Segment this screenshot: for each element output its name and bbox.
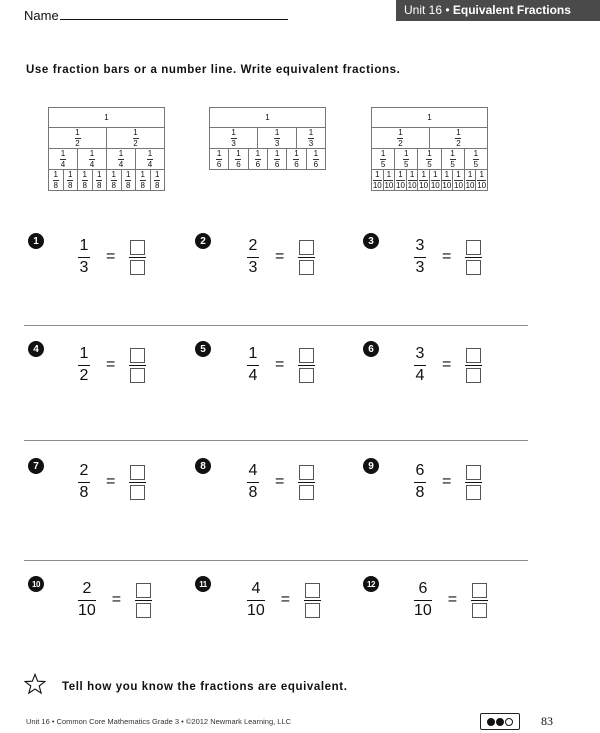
answer-fraction [135, 583, 152, 618]
denominator-answer-box[interactable] [130, 368, 145, 383]
fraction-label: $\frac{1}{8}$ [111, 170, 116, 190]
fraction-bar-line [298, 365, 315, 366]
fraction-bar-line [298, 257, 315, 258]
equivalent-fraction-problem [247, 346, 315, 385]
fraction-bar-row [372, 128, 488, 149]
denominator-answer-box[interactable] [130, 485, 145, 500]
equals-sign: = [442, 356, 452, 374]
equals-sign: = [106, 248, 116, 266]
given-fraction: 2 8 [79, 462, 89, 501]
problem-number-badge: 2 [195, 233, 211, 249]
equals-sign: = [442, 248, 452, 266]
fraction-bar-cell [383, 170, 395, 191]
fraction-label: $\frac{1}{8}$ [97, 170, 102, 190]
fraction-bar-cell [136, 149, 165, 170]
fraction-bar-cell [395, 170, 407, 191]
fraction-label: 1 [427, 113, 432, 122]
fraction-bar-line [129, 482, 146, 483]
fraction-bar-cell [121, 170, 136, 191]
fraction-label: $\frac{1}{6}$ [313, 149, 319, 169]
equals-sign: = [106, 356, 116, 374]
fraction-bar-cell [287, 149, 306, 170]
fraction-label: $\frac{1}{5}$ [404, 149, 409, 169]
fraction-label: $\frac{1}{5}$ [450, 149, 455, 169]
given-fraction: 2 10 [78, 580, 96, 619]
denominator-answer-box[interactable] [299, 260, 314, 275]
fraction-label: $\frac{1}{8}$ [68, 170, 73, 190]
fraction-bar-cell [429, 128, 487, 149]
fraction-bar-cell [476, 170, 488, 191]
denominator-answer-box[interactable] [299, 368, 314, 383]
fraction-label: $\frac{1}{10}$ [442, 170, 452, 190]
fraction-label: 1 [265, 113, 270, 122]
fraction-bar-line [135, 600, 152, 601]
fraction-bar-cell [107, 149, 136, 170]
unit-prefix: Unit 16 • [404, 3, 453, 17]
fraction-label: $\frac{1}{10}$ [454, 170, 463, 190]
filled-dot-icon [487, 718, 495, 726]
fraction-bar-row [49, 108, 165, 128]
given-fraction: 4 8 [248, 462, 258, 501]
given-fraction: 2 3 [248, 237, 258, 276]
fraction-label: $\frac{1}{6}$ [216, 149, 222, 169]
fraction-bar-cell [78, 170, 93, 191]
numerator-answer-box[interactable] [466, 465, 481, 480]
fraction-bar-cell [49, 128, 107, 149]
fraction-bar-cell [229, 149, 248, 170]
equivalent-fraction-problem [414, 463, 482, 502]
fraction-label: $\frac{1}{10}$ [396, 170, 405, 190]
fraction-label: $\frac{1}{4}$ [147, 149, 153, 169]
equivalent-fraction-problem [414, 346, 482, 385]
fraction-bar-line [129, 365, 146, 366]
fraction-bar-cell [78, 149, 107, 170]
fraction-bar-cell [372, 170, 384, 191]
filled-dot-icon [496, 718, 504, 726]
fraction-bar-row [372, 170, 488, 191]
fraction-bar-cell [418, 149, 441, 170]
fraction-label: $\frac{1}{10}$ [465, 170, 475, 190]
numerator-answer-box[interactable] [136, 583, 151, 598]
explain-prompt: Tell how you know the fractions are equivalent. [62, 681, 348, 693]
row-divider [24, 440, 528, 441]
fraction-label: $\frac{1}{6}$ [294, 149, 299, 169]
fraction-label: $\frac{1}{2}$ [75, 128, 80, 148]
fraction-bar-row [210, 128, 326, 149]
denominator-answer-box[interactable] [472, 603, 487, 618]
fraction-bar-row [49, 128, 165, 149]
equivalent-fraction-problem [78, 581, 152, 620]
equivalent-fraction-problem [247, 238, 315, 277]
problem-number-badge: 12 [363, 576, 379, 592]
fraction-label: $\frac{1}{8}$ [126, 170, 131, 190]
fraction-label: $\frac{1}{2}$ [398, 128, 403, 148]
unit-banner [396, 0, 600, 21]
fraction-label: $\frac{1}{2}$ [456, 128, 461, 148]
fraction-bar-line [129, 257, 146, 258]
fraction-label: $\frac{1}{8}$ [140, 170, 145, 190]
fraction-label: $\frac{1}{10}$ [372, 170, 382, 190]
fraction-bar-line [465, 482, 482, 483]
fraction-bar-cell [464, 149, 487, 170]
fraction-label: $\frac{1}{5}$ [427, 149, 432, 169]
equivalent-fraction-problem [78, 346, 146, 385]
answer-fraction [129, 348, 146, 383]
fraction-bar-cell [306, 149, 325, 170]
equivalent-fraction-problem [247, 463, 315, 502]
fraction-label: $\frac{1}{8}$ [53, 170, 58, 190]
fraction-bar-cell [210, 149, 229, 170]
fraction-bar-cell [372, 128, 430, 149]
fraction-bar-cell [107, 170, 122, 191]
fraction-bar-row [49, 149, 165, 170]
equals-sign: = [275, 473, 285, 491]
answer-fraction [298, 465, 315, 500]
given-fraction: 6 8 [415, 462, 425, 501]
fraction-label: $\frac{1}{3}$ [274, 128, 280, 148]
fraction-label: $\frac{1}{5}$ [473, 149, 479, 169]
fraction-bar-cell [136, 170, 151, 191]
answer-fraction [471, 583, 488, 618]
equals-sign: = [447, 591, 458, 609]
problem-number-badge: 5 [195, 341, 211, 357]
fraction-bar-row [372, 149, 488, 170]
footer-credit: Unit 16 • Common Core Mathematics Grade 3 • ©2012 Newmark Learning, LLC [26, 717, 292, 726]
problem-number-badge: 11 [195, 576, 211, 592]
fraction-bar-cell [464, 170, 476, 191]
answer-fraction [465, 348, 482, 383]
unit-title: Equivalent Fractions [452, 3, 571, 17]
fraction-bar-line [471, 600, 488, 601]
denominator-answer-box[interactable] [299, 485, 314, 500]
fraction-label: $\frac{1}{10}$ [407, 170, 417, 190]
answer-fraction [129, 240, 146, 275]
numerator-answer-box[interactable] [299, 465, 314, 480]
fraction-bar-cell [267, 149, 286, 170]
fraction-label: $\frac{1}{4}$ [60, 149, 66, 169]
fraction-label: $\frac{1}{10}$ [419, 170, 429, 190]
equals-sign: = [106, 473, 116, 491]
numerator-answer-box[interactable] [130, 348, 145, 363]
fraction-bar-row [49, 170, 165, 191]
equivalent-fraction-problem [414, 238, 482, 277]
numerator-answer-box[interactable] [305, 583, 320, 598]
row-divider [24, 560, 528, 561]
fraction-bars-tenths [371, 107, 488, 191]
fraction-label: $\frac{1}{6}$ [255, 149, 261, 169]
fraction-bars-eighths [48, 107, 165, 191]
answer-fraction [129, 465, 146, 500]
equals-sign: = [275, 356, 285, 374]
fraction-bar-cell [107, 128, 165, 149]
fraction-bar-line [298, 482, 315, 483]
answer-fraction [304, 583, 321, 618]
fraction-bar-cell [395, 149, 418, 170]
fraction-label: $\frac{1}{10}$ [477, 170, 487, 190]
numerator-answer-box[interactable] [299, 348, 314, 363]
fraction-bar-cell [150, 170, 165, 191]
numerator-answer-box[interactable] [466, 240, 481, 255]
problem-number-badge: 9 [363, 458, 379, 474]
fraction-bar-cell [429, 170, 441, 191]
problem-number-badge: 3 [363, 233, 379, 249]
fraction-label: $\frac{1}{6}$ [274, 149, 280, 169]
star-outline-icon [24, 673, 46, 695]
equivalent-fraction-problem [78, 238, 146, 277]
given-fraction: 1 4 [248, 345, 258, 384]
answer-fraction [298, 240, 315, 275]
fraction-bar-line [465, 257, 482, 258]
numerator-answer-box[interactable] [466, 348, 481, 363]
denominator-answer-box[interactable] [466, 260, 481, 275]
row-divider [24, 325, 528, 326]
numerator-answer-box[interactable] [130, 465, 145, 480]
equivalent-fraction-problem [247, 581, 321, 620]
fraction-label: $\frac{1}{2}$ [133, 128, 138, 148]
problem-number-badge: 6 [363, 341, 379, 357]
fraction-bar-cell [406, 170, 418, 191]
fraction-bar-row [210, 149, 326, 170]
fraction-label: $\frac{1}{4}$ [89, 149, 95, 169]
equals-sign: = [442, 473, 452, 491]
equals-sign: = [280, 591, 291, 609]
problem-number-badge: 10 [28, 576, 44, 592]
fraction-label: $\frac{1}{3}$ [308, 128, 314, 148]
denominator-answer-box[interactable] [466, 368, 481, 383]
fraction-label: $\frac{1}{4}$ [118, 149, 124, 169]
fraction-bar-line [465, 365, 482, 366]
equals-sign: = [111, 591, 122, 609]
answer-fraction [298, 348, 315, 383]
numerator-answer-box[interactable] [130, 240, 145, 255]
answer-fraction [465, 465, 482, 500]
fraction-bar-cell [49, 149, 78, 170]
fraction-bar-cell [258, 128, 297, 149]
fraction-label: $\frac{1}{3}$ [231, 128, 236, 148]
instruction-text: Use fraction bars or a number line. Write equivalent fractions. [26, 64, 401, 76]
given-fraction: 4 10 [247, 580, 265, 619]
fraction-label: $\frac{1}{10}$ [384, 170, 394, 190]
equivalent-fraction-problem [414, 581, 488, 620]
given-fraction: 3 3 [415, 237, 425, 276]
fraction-bar-cell [453, 170, 465, 191]
numerator-answer-box[interactable] [299, 240, 314, 255]
problem-number-badge: 7 [28, 458, 44, 474]
fraction-bar-cell [210, 108, 326, 128]
fraction-bar-row [372, 108, 488, 128]
given-fraction: 1 2 [79, 345, 89, 384]
numerator-answer-box[interactable] [472, 583, 487, 598]
fraction-bar-cell [63, 170, 78, 191]
fraction-bar-row [210, 108, 326, 128]
problem-number-badge: 4 [28, 341, 44, 357]
denominator-answer-box[interactable] [466, 485, 481, 500]
fraction-bar-cell [49, 170, 64, 191]
given-fraction: 6 10 [414, 580, 432, 619]
denominator-answer-box[interactable] [136, 603, 151, 618]
fraction-label: $\frac{1}{8}$ [82, 170, 87, 190]
given-fraction: 1 3 [79, 237, 89, 276]
fraction-bar-cell [210, 128, 258, 149]
fraction-bar-line [304, 600, 321, 601]
answer-fraction [465, 240, 482, 275]
fraction-bar-cell [49, 108, 165, 128]
equivalent-fraction-problem [78, 463, 146, 502]
name-line [60, 19, 288, 20]
problem-number-badge: 1 [28, 233, 44, 249]
fraction-label: $\frac{1}{8}$ [155, 170, 160, 190]
fraction-label: 1 [104, 113, 109, 122]
fraction-bar-cell [372, 149, 395, 170]
fraction-label: $\frac{1}{6}$ [236, 149, 241, 169]
fraction-bar-cell [92, 170, 107, 191]
fraction-bar-cell [418, 170, 430, 191]
fraction-bar-cell [248, 149, 267, 170]
equals-sign: = [275, 248, 285, 266]
given-fraction: 3 4 [415, 345, 425, 384]
page-number: 83 [541, 714, 553, 728]
fraction-bar-cell [372, 108, 488, 128]
fraction-bar-cell [296, 128, 325, 149]
denominator-answer-box[interactable] [130, 260, 145, 275]
fraction-bar-cell [441, 170, 453, 191]
name-label: Name [24, 8, 59, 23]
denominator-answer-box[interactable] [305, 603, 320, 618]
empty-dot-icon [505, 718, 513, 726]
fraction-bars-sixths [209, 107, 326, 170]
fraction-bar-cell [441, 149, 464, 170]
fraction-label: $\frac{1}{5}$ [380, 149, 386, 169]
difficulty-dots-icon [480, 713, 520, 730]
problem-number-badge: 8 [195, 458, 211, 474]
fraction-label: $\frac{1}{10}$ [430, 170, 440, 190]
